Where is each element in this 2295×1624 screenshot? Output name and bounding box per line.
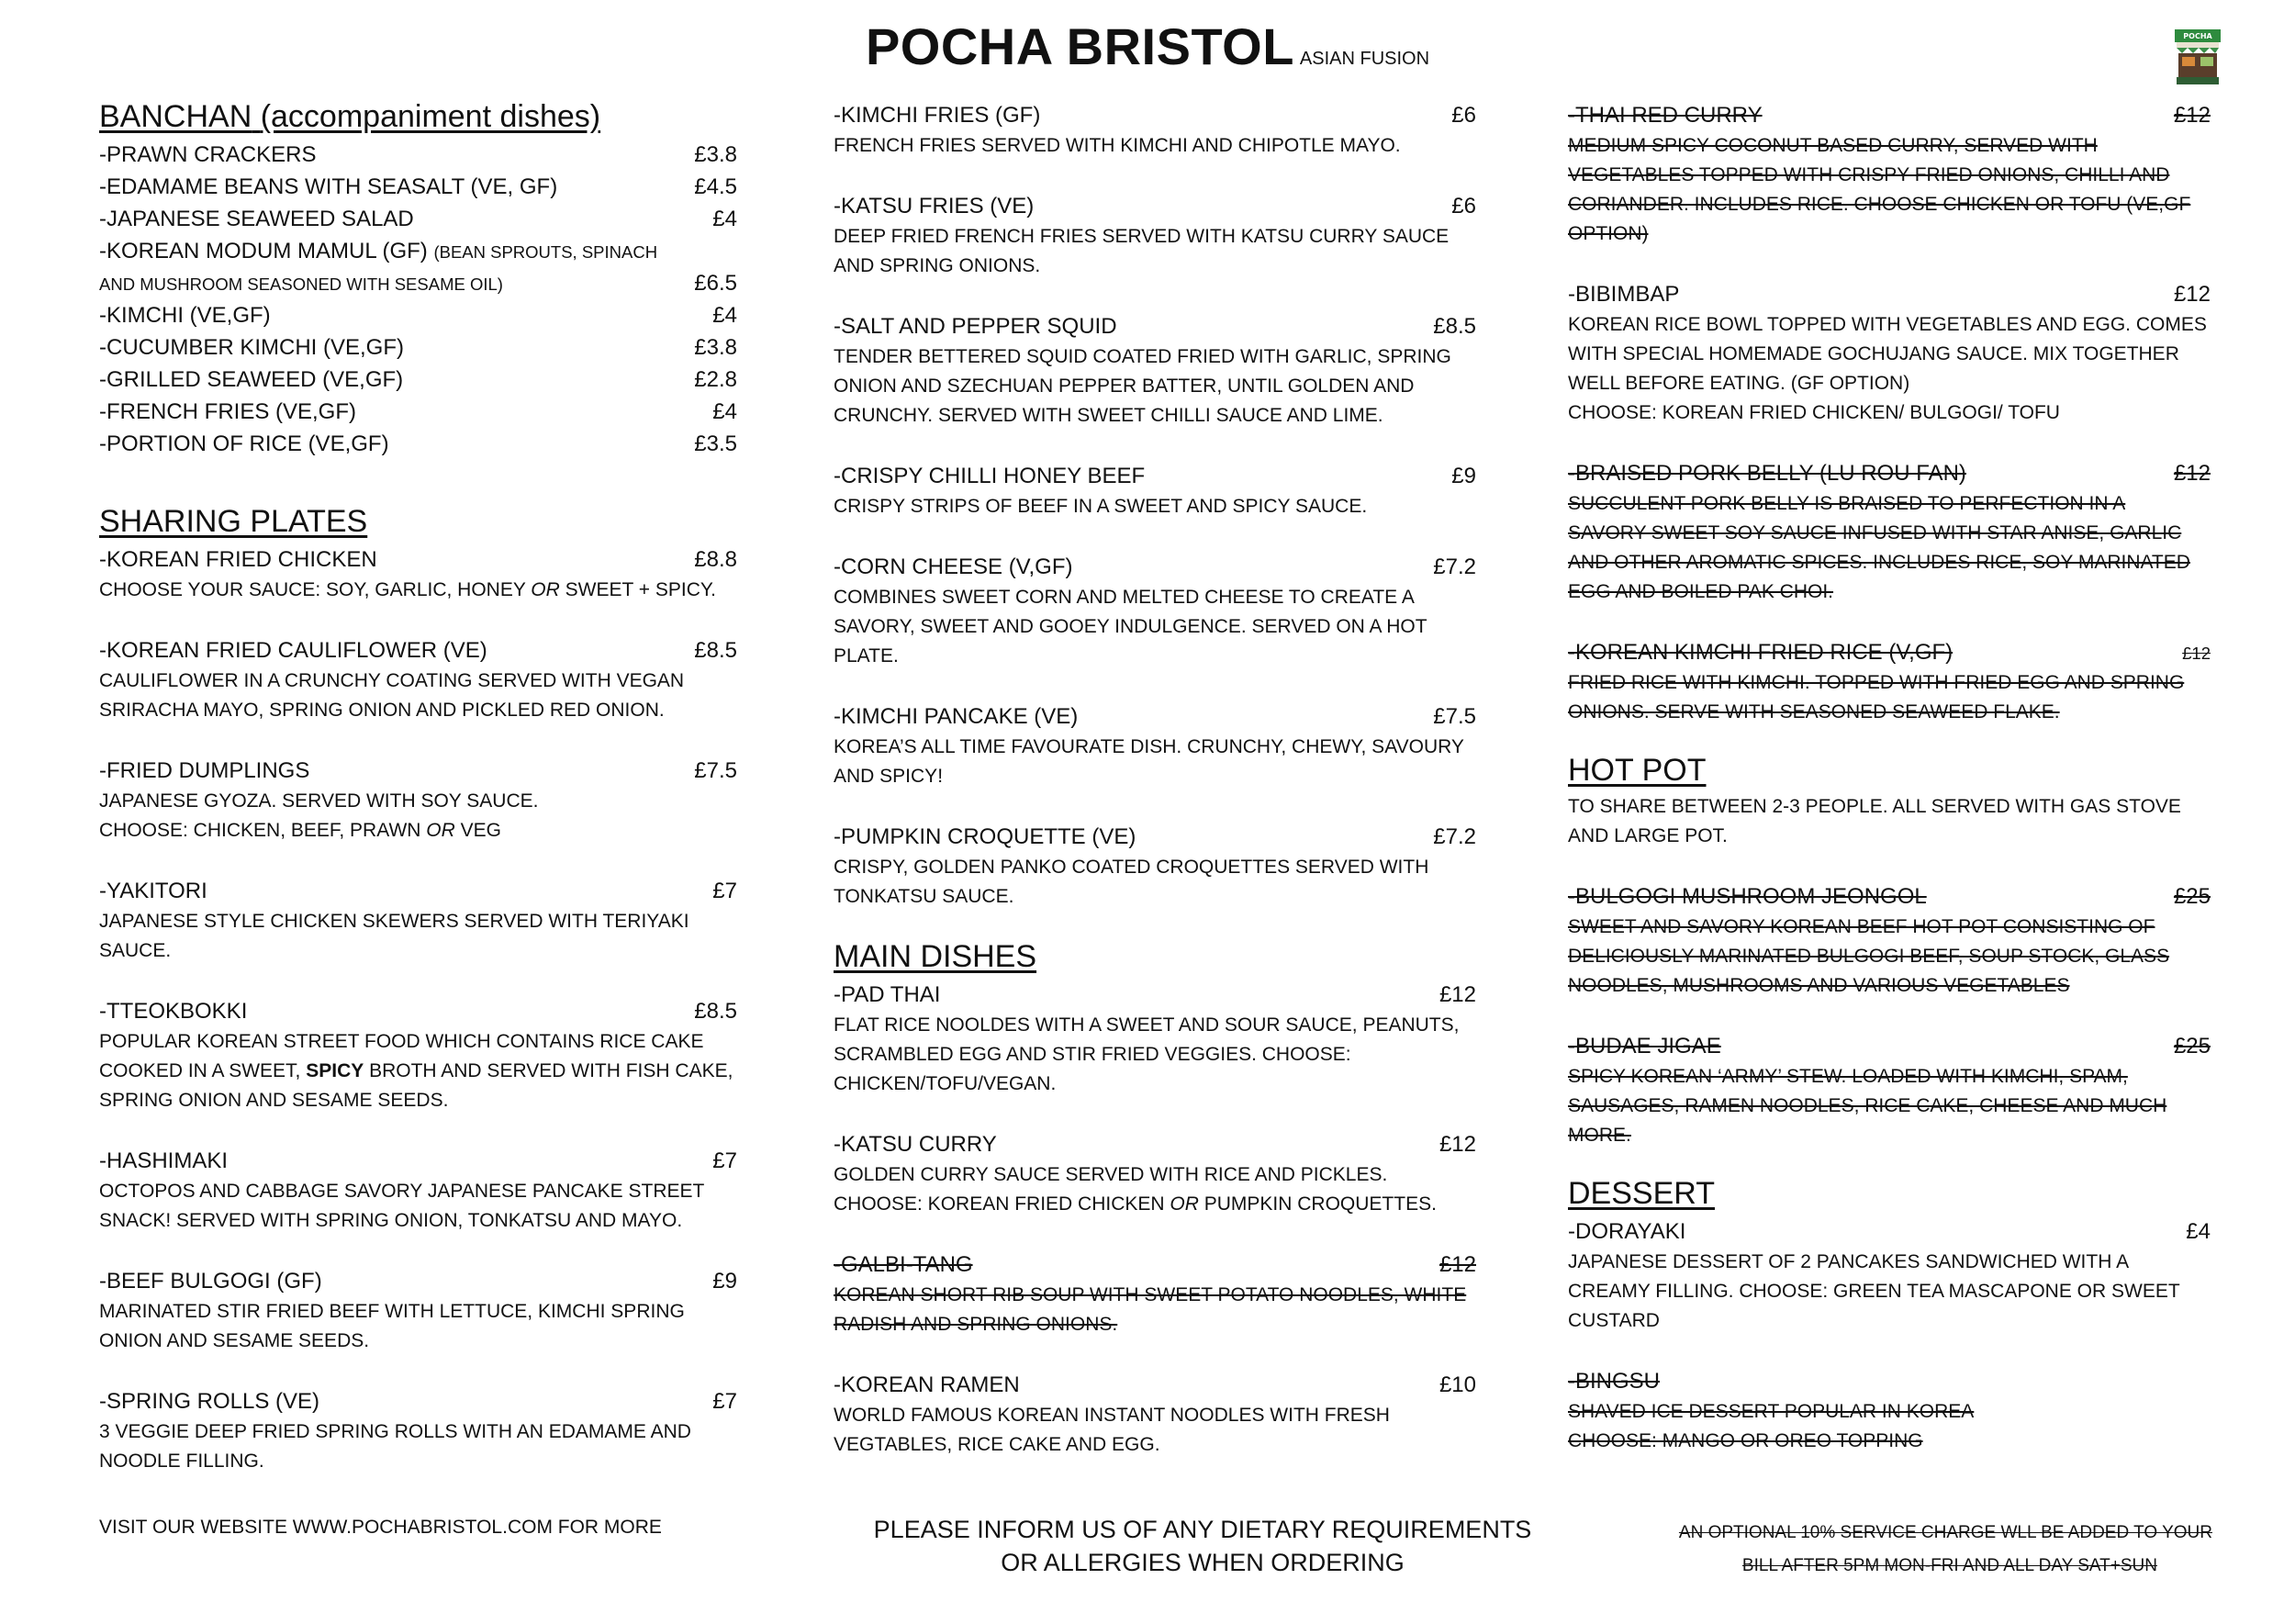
menu-item: -KOREAN MODUM MAMUL (GF) (BEAN SPROUTS, SPINACH: [99, 239, 658, 263]
menu-item-unavailable: -BULGOGI MUSHROOM JEONGOL £25 SWEET AND SAVORY KOREAN BEEF HOT POT CONSISTING OF DELICIOUSLY MARINATED BULGOGI BEEF, SOUP STOCK, GLASS NOODLES, MUSHROOMS AND VARIOUS VEGETABLES: [1568, 884, 2211, 996]
menu-item-unavailable: -BUDAE JIGAE £25 SPICY KOREAN ‘ARMY’ STEW. LOADED WITH KIMCHI, SPAM, SAUSAGES, RAMEN NOODLES, RICE CAKE, CHEESE AND MUCH MORE.: [1568, 1034, 2211, 1146]
pocha-stall-icon: [2173, 28, 2222, 86]
menu-item: -PORTION OF RICE (VE,GF) £3.5: [99, 431, 737, 456]
menu-item: -KIMCHI FRIES (GF) £6 FRENCH FRIES SERVED WITH KIMCHI AND CHIPOTLE MAYO.: [834, 103, 1476, 156]
menu-item-continuation: AND MUSHROOM SEASONED WITH SESAME OIL) £6.5: [99, 271, 737, 296]
section-title-sharing: SHARING PLATES: [99, 504, 368, 539]
menu-item-unavailable: -THAI RED CURRY £12 MEDIUM SPICY COCONUT BASED CURRY, SERVED WITH VEGETABLES TOPPED WITH CRISPY FRIED ONIONS, CHILLI AND CORIANDER. INCLUDES RICE. CHOOSE CHICKEN OR TOFU (VE,GF OPTION): [1568, 103, 2211, 244]
service-charge-note: AN OPTIONAL 10% SERVICE CHARGE WLL BE ADDED TO YOUR BILL AFTER 5PM MON-FRI AND ALL DAY SAT+SUN: [1678, 1523, 2212, 1575]
menu-item: -FRIED DUMPLINGS £7.5 JAPANESE GYOZA. SERVED WITH SOY SAUCE. CHOOSE: CHICKEN, BEEF, PRAWN OR VEG: [99, 758, 737, 841]
menu-item: -HASHIMAKI £7 OCTOPOS AND CABBAGE SAVORY JAPANESE PANCAKE STREET SNACK! SERVED WITH SPRING ONION, TONKATSU AND MAYO.: [99, 1148, 737, 1231]
menu-item: -KOREAN FRIED CAULIFLOWER (VE) £8.5 CAULIFLOWER IN A CRUNCHY COATING SERVED WITH VEGAN SRIRACHA MAYO, SPRING ONION AND PICKLED RED ONION.: [99, 638, 737, 721]
menu-item: -FRENCH FRIES (VE,GF) £4: [99, 399, 737, 424]
menu-item: -SALT AND PEPPER SQUID £8.5 TENDER BETTERED SQUID COATED FRIED WITH GARLIC, SPRING ONION AND SZECHUAN PEPPER BATTER, UNTIL GOLDEN AND CRUNCHY. SERVED WITH SWEET CHILLI SAUCE AND LIME.: [834, 314, 1476, 426]
menu-item-unavailable: -BINGSU SHAVED ICE DESSERT POPULAR IN KOREA CHOOSE: MANGO OR OREO TOPPING: [1568, 1369, 1975, 1451]
menu-item: -JAPANESE SEAWEED SALAD £4: [99, 207, 737, 231]
menu-item: -TTEOKBOKKI £8.5 POPULAR KOREAN STREET FOOD WHICH CONTAINS RICE CAKE COOKED IN A SWEET, SPICY BROTH AND SERVED WITH FISH CAKE, SPRING ONION AND SESAME SEEDS.: [99, 999, 737, 1111]
section-title-mains: MAIN DISHES: [834, 939, 1037, 974]
menu-item: -CRISPY CHILLI HONEY BEEF £9 CRISPY STRIPS OF BEEF IN A SWEET AND SPICY SAUCE.: [834, 464, 1476, 517]
menu-item: -YAKITORI £7 JAPANESE STYLE CHICKEN SKEWERS SERVED WITH TERIYAKI SAUCE.: [99, 879, 737, 961]
menu-item: -KATSU CURRY £12 GOLDEN CURRY SAUCE SERVED WITH RICE AND PICKLES. CHOOSE: KOREAN FRIED CHICKEN OR PUMPKIN CROQUETTES.: [834, 1132, 1476, 1215]
menu-item: -GRILLED SEAWEED (VE,GF) £2.8: [99, 367, 737, 392]
menu-item-unavailable: -GALBI-TANG £12 KOREAN SHORT RIB SOUP WITH SWEET POTATO NOODLES, WHITE RADISH AND SPRING ONIONS.: [834, 1252, 1476, 1335]
menu-item: -DORAYAKI £4 JAPANESE DESSERT OF 2 PANCAKES SANDWICHED WITH A CREAMY FILLING. CHOOSE: GREEN TEA MASCAPONE OR SWEET CUSTARD: [1568, 1219, 2211, 1331]
menu-item: -KATSU FRIES (VE) £6 DEEP FRIED FRENCH FRIES SERVED WITH KATSU CURRY SAUCE AND SPRING ONIONS.: [834, 194, 1476, 276]
menu-item: -PAD THAI £12 FLAT RICE NOOLDES WITH A SWEET AND SOUR SAUCE, PEANUTS, SCRAMBLED EGG AND STIR FRIED VEGGIES. CHOOSE: CHICKEN/TOFU/VEGAN.: [834, 982, 1476, 1094]
menu-item-unavailable: -BRAISED PORK BELLY (LU ROU FAN) £12 SUCCULENT PORK BELLY IS BRAISED TO PERFECTION IN A SAVORY-SWEET SOY SAUCE INFUSED WITH STAR ANISE, GARLIC AND OTHER AROMATIC SPICES. INCLUDES RICE, SOY MARINATED EGG AND BOILED PAK CHOI.: [1568, 461, 2211, 602]
column-middle: [834, 99, 1476, 1489]
svg-text:POCHA: POCHA: [2183, 32, 2212, 40]
column-left: [99, 99, 737, 1506]
menu-item: -KIMCHI (VE,GF) £4: [99, 303, 737, 328]
website-note: VISIT OUR WEBSITE WWW.POCHABRISTOL.COM FOR MORE: [99, 1517, 662, 1538]
menu-item: -CUCUMBER KIMCHI (VE,GF) £3.8: [99, 335, 737, 360]
section-title-banchan: BANCHAN (accompaniment dishes): [99, 99, 601, 134]
menu-item-unavailable: -KOREAN KIMCHI FRIED RICE (V,GF) £12 FRIED RICE WITH KIMCHI. TOPPED WITH FRIED EGG AND SPRING ONIONS. SERVE WITH SEASONED SEAWEED FLAKE.: [1568, 640, 2211, 722]
section-title-dessert: DESSERT: [1568, 1176, 1715, 1211]
menu-item: -CORN CHEESE (V,GF) £7.2 COMBINES SWEET CORN AND MELTED CHEESE TO CREATE A SAVORY, SWEET AND GOOEY INDULGENCE. SERVED ON A HOT PLATE.: [834, 554, 1476, 666]
restaurant-title: POCHA BRISTOL: [865, 17, 1294, 75]
restaurant-subtitle: ASIAN FUSION: [1299, 49, 1430, 69]
menu-item: -SPRING ROLLS (VE) £7 3 VEGGIE DEEP FRIED SPRING ROLLS WITH AN EDAMAME AND NOODLE FILLING.: [99, 1389, 737, 1472]
menu-item: -PRAWN CRACKERS £3.8: [99, 142, 737, 167]
menu-item: -KOREAN RAMEN £10 WORLD FAMOUS KOREAN INSTANT NOODLES WITH FRESH VEGTABLES, RICE CAKE AND EGG.: [834, 1372, 1476, 1455]
menu-item: -KOREAN FRIED CHICKEN £8.8 CHOOSE YOUR SAUCE: SOY, GARLIC, HONEY OR SWEET + SPICY.: [99, 547, 737, 600]
menu-item: -BIBIMBAP £12 KOREAN RICE BOWL TOPPED WITH VEGETABLES AND EGG. COMES WITH SPECIAL HOMEMADE GOCHUJANG SAUCE. MIX TOGETHER WELL BEFORE EATING. (GF OPTION) CHOOSE: KOREAN FRIED CHICKEN/ BULGOGI/ TOFU: [1568, 282, 2211, 423]
section-title-hotpot: HOT POT: [1568, 753, 1707, 788]
column-right: [1568, 99, 2211, 1485]
menu-item: -EDAMAME BEANS WITH SEASALT (VE, GF) £4.5: [99, 174, 737, 199]
menu-item: -PUMPKIN CROQUETTE (VE) £7.2 CRISPY, GOLDEN PANKO COATED CROQUETTES SERVED WITH TONKATSU SAUCE.: [834, 824, 1476, 907]
menu-item: -BEEF BULGOGI (GF) £9 MARINATED STIR FRIED BEEF WITH LETTUCE, KIMCHI SPRING ONION AND SESAME SEEDS.: [99, 1269, 737, 1351]
dietary-note: PLEASE INFORM US OF ANY DIETARY REQUIREMENTS OR ALLERGIES WHEN ORDERING: [873, 1516, 1532, 1576]
menu-item: -KIMCHI PANCAKE (VE) £7.5 KOREA’S ALL TIME FAVOURATE DISH. CRUNCHY, CHEWY, SAVOURY AND SPICY!: [834, 704, 1476, 787]
menu-header: [0, 17, 2295, 76]
section-intro: TO SHARE BETWEEN 2-3 PEOPLE. ALL SERVED WITH GAS STOVE AND LARGE POT.: [1568, 796, 2181, 846]
